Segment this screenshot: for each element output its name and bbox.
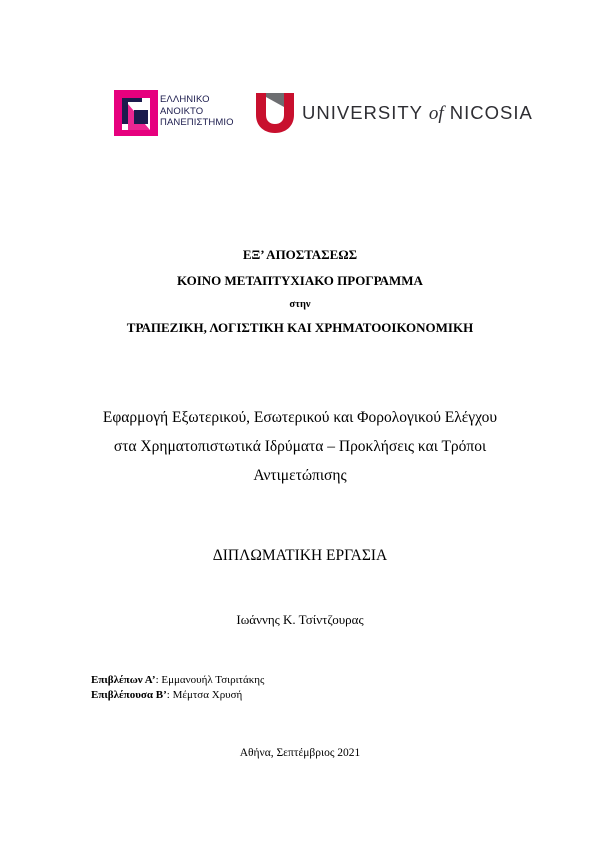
unic-shield-icon bbox=[256, 93, 294, 133]
thesis-title-line-2: στα Χρηματοπιστωτικά Ιδρύματα – Προκλήσεις και Τρόποι bbox=[113, 438, 487, 455]
supervisor-b-label: Επιβλέπουσα Β’ bbox=[91, 689, 167, 701]
hellenic-open-university-logo bbox=[114, 90, 239, 136]
thesis-title bbox=[0, 403, 600, 490]
header-line-field: ΤΡΑΠΕΖΙΚΗ, ΛΟΓΙΣΤΙΚΗ ΚΑΙ ΧΡΗΜΑΤΟΟΙΚΟΝΟΜΙΚΗ bbox=[126, 320, 474, 335]
supervisor-a-label: Επιβλέπων Α’ bbox=[91, 674, 156, 686]
unic-word-of: of bbox=[428, 103, 444, 124]
university-of-nicosia-logo bbox=[256, 93, 533, 135]
unic-wordmark bbox=[302, 102, 533, 125]
header-line-programme: ΚΟΙΝΟ ΜΕΤΑΠΤΥΧΙΑΚΟ ΠΡΟΓΡΑΜΜΑ bbox=[177, 273, 423, 288]
thesis-type: ΔΙΠΛΩΜΑΤΙΚΗ ΕΡΓΑΣΙΑ bbox=[212, 547, 388, 564]
supervisor-a-name: : Εμμανουήλ Τσιριτάκης bbox=[155, 674, 265, 686]
thesis-title-line-1: Εφαρμογή Εξωτερικού, Εσωτερικού και Φορολογικού Ελέγχου bbox=[102, 409, 498, 426]
thesis-title-line-3: Αντιμετώπισης bbox=[253, 467, 347, 484]
hou-emblem-icon bbox=[114, 90, 158, 136]
unic-word-university: UNIVERSITY bbox=[302, 102, 423, 123]
unic-word-nicosia: NICOSIA bbox=[449, 102, 533, 123]
header-line-distance: ΕΞ’ ΑΠΟΣΤΑΣΕΩΣ bbox=[242, 247, 358, 262]
supervisor-b bbox=[91, 689, 242, 701]
hou-line-1: ΕΛΛΗΝΙΚΟ bbox=[160, 94, 210, 105]
hou-line-3: ΠΑΝΕΠΙΣΤΗΜΙΟ bbox=[160, 117, 234, 128]
place-date: Αθήνα, Σεπτέμβριος 2021 bbox=[239, 747, 361, 759]
author-name: Ιωάννης Κ. Τσίντζουρας bbox=[236, 612, 364, 627]
supervisor-a bbox=[91, 674, 264, 686]
hou-line-2: ΑΝΟΙΚΤΟ bbox=[160, 105, 204, 117]
supervisor-b-name: : Μέμτσα Χρυσή bbox=[166, 689, 243, 701]
header-line-in: στην bbox=[289, 299, 311, 310]
hou-wordmark bbox=[160, 94, 234, 129]
